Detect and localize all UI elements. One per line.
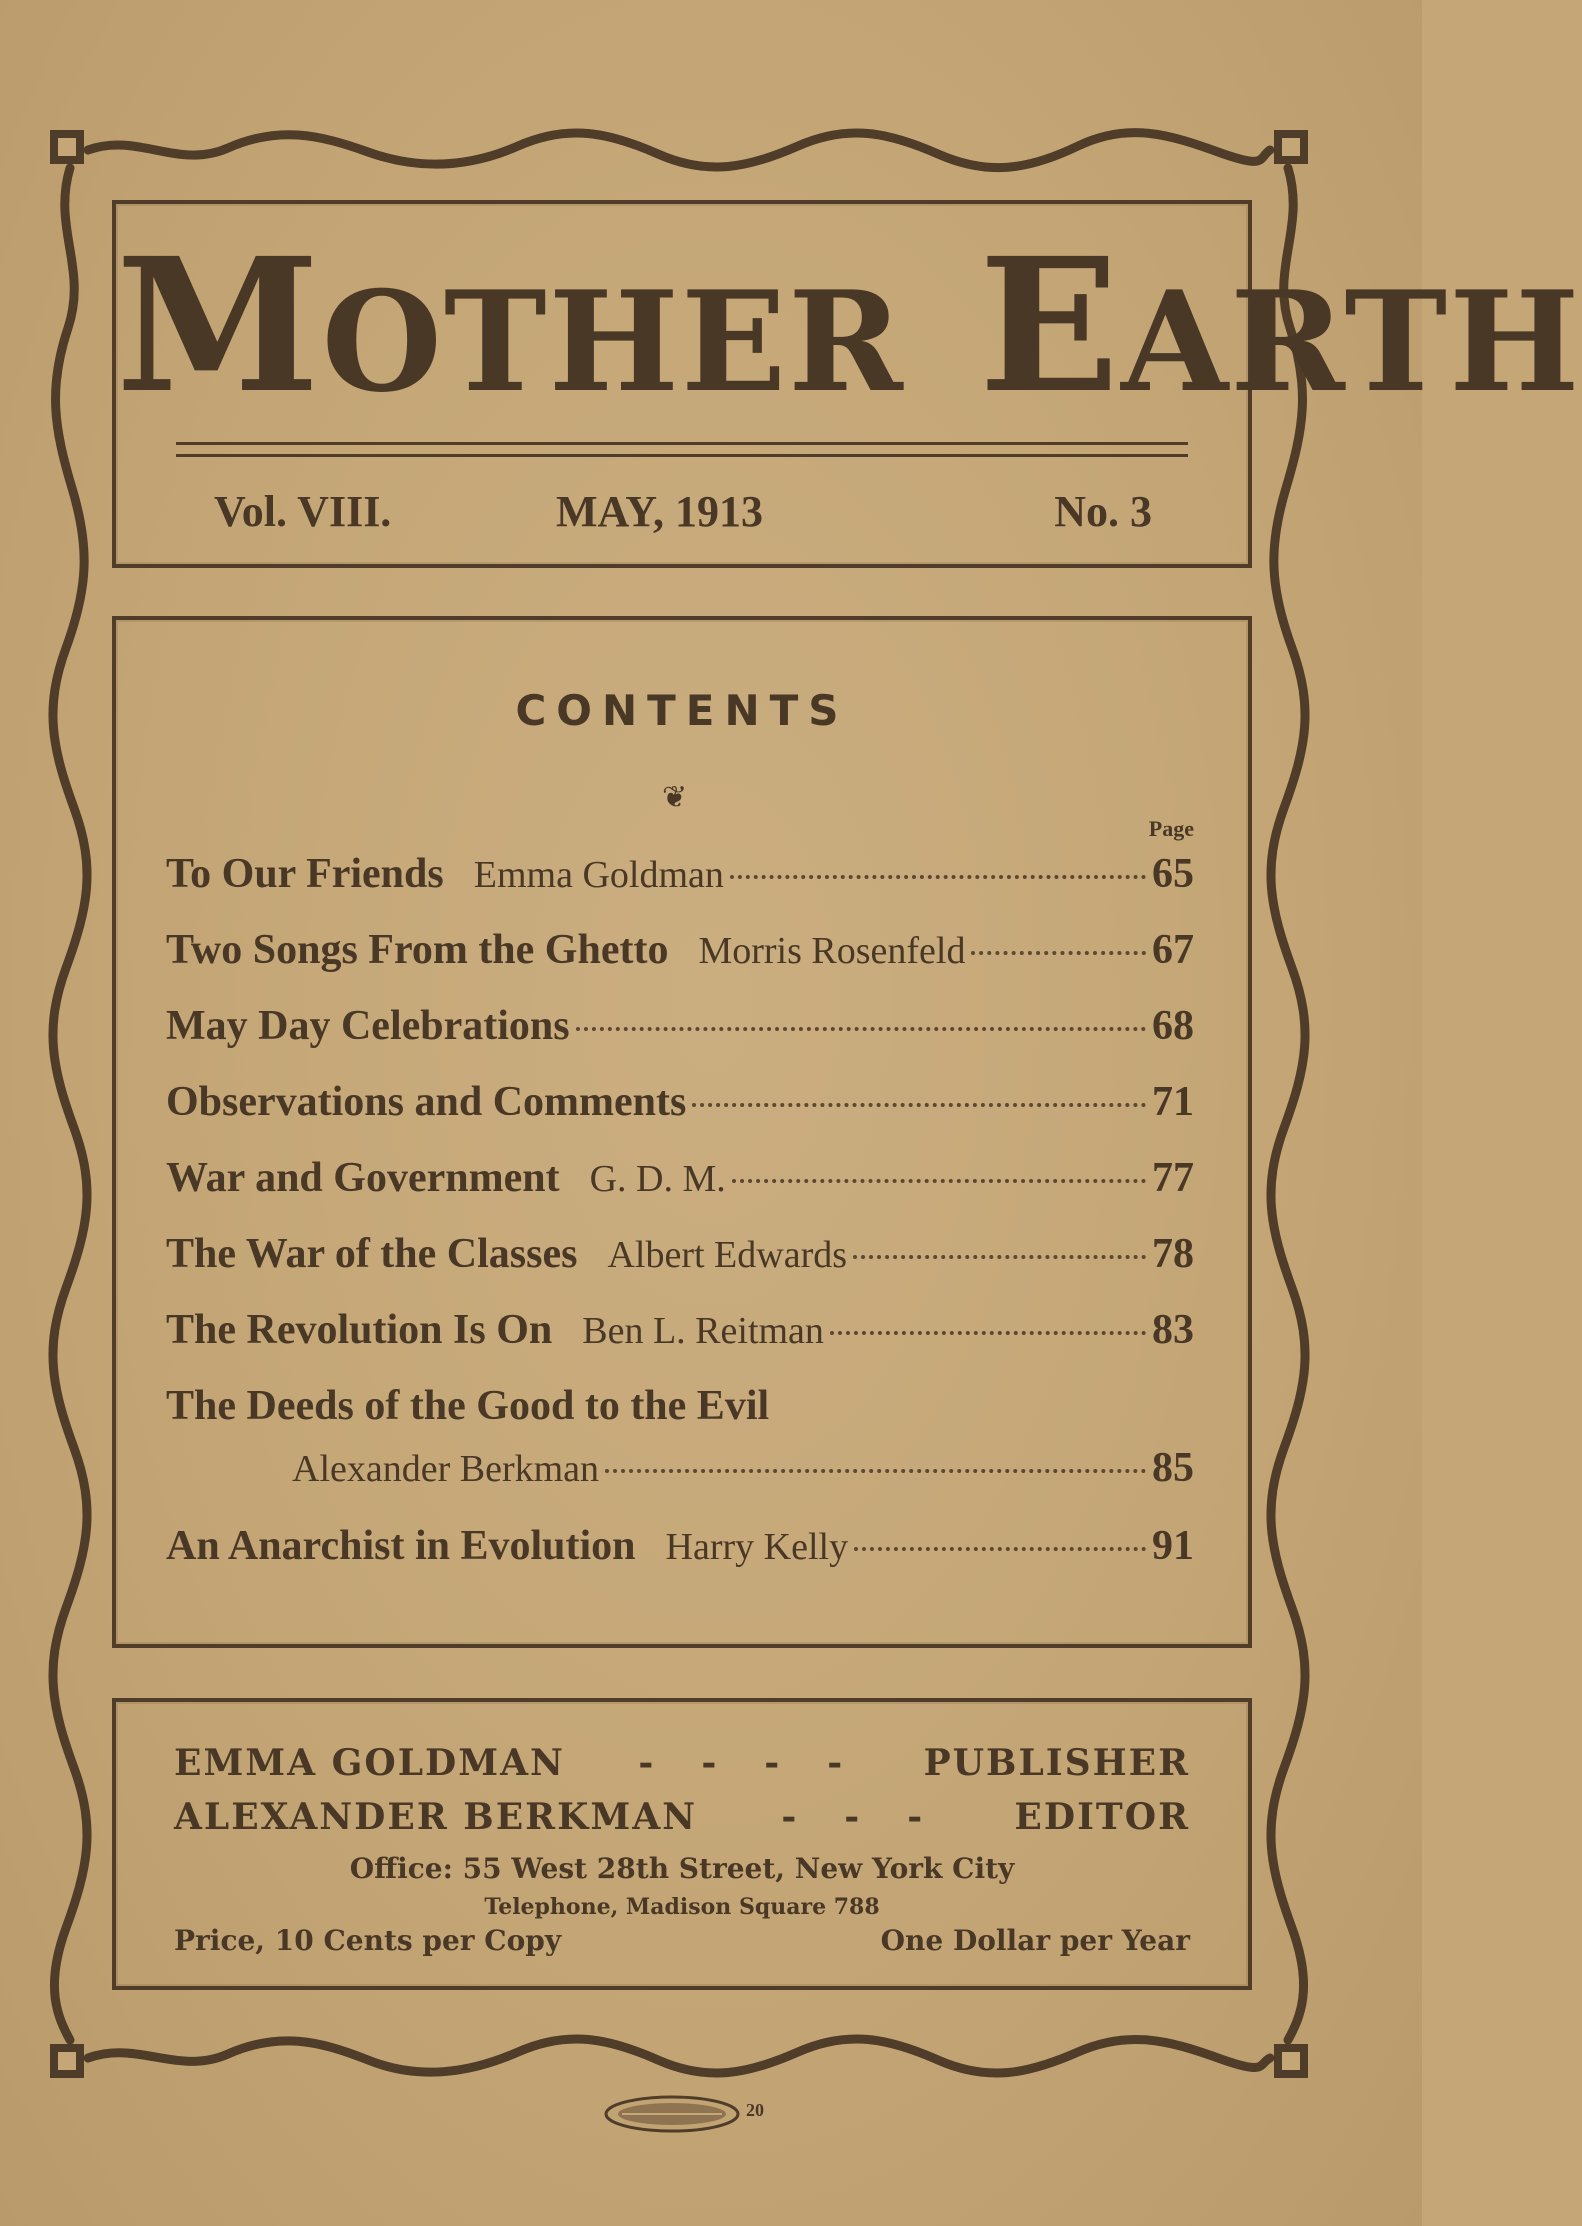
- price-line: [174, 1924, 1190, 1957]
- toc-author: Alexander Berkman: [292, 1448, 600, 1490]
- office-address: Office: 55 West 28th Street, New York City: [349, 1852, 1015, 1885]
- toc-author: Albert Edwards: [607, 1234, 848, 1276]
- union-label-icon: [602, 2094, 742, 2134]
- magazine-title: [116, 218, 1582, 434]
- masthead-box: [112, 200, 1582, 568]
- title-initial-m: M: [116, 218, 322, 434]
- toc-entry: [166, 1306, 1194, 1382]
- price-per-year: One Dollar per Year: [880, 1924, 1190, 1957]
- toc-title: The Deeds of the Good to the Evil: [166, 1383, 770, 1429]
- price-per-copy: Price, 10 Cents per Copy: [174, 1924, 562, 1957]
- toc-entry: [166, 926, 1194, 1002]
- toc-title: To Our Friends: [166, 851, 444, 897]
- toc-title: The Revolution Is On: [166, 1307, 553, 1353]
- toc-page: 65: [1152, 851, 1194, 897]
- dot-leader: [830, 1331, 1146, 1335]
- contents-box: [112, 616, 1252, 1648]
- issue-date: MAY, 1913: [556, 487, 764, 536]
- toc-page: 83: [1152, 1307, 1194, 1353]
- toc-author: Harry Kelly: [665, 1526, 849, 1568]
- toc-entry: [166, 1522, 1194, 1598]
- title-initial-e: E: [978, 218, 1122, 434]
- toc-page: 77: [1152, 1155, 1194, 1201]
- page-column-label: Page: [1148, 816, 1194, 841]
- toc-page: 78: [1152, 1231, 1194, 1277]
- publisher-role: PUBLISHER: [923, 1742, 1190, 1784]
- dot-leader: [732, 1179, 1146, 1183]
- dash-separator: ---: [781, 1796, 971, 1838]
- table-of-contents: [166, 850, 1194, 1598]
- toc-author: Morris Rosenfeld: [698, 930, 966, 972]
- toc-entry: [166, 1382, 1194, 1444]
- toc-title: The War of the Classes: [166, 1231, 578, 1277]
- dot-leader: [692, 1103, 1146, 1107]
- publisher-line: [174, 1742, 1190, 1784]
- editor-line: [174, 1796, 1190, 1838]
- union-label-number: 20: [746, 2100, 764, 2120]
- toc-author: Ben L. Reitman: [582, 1310, 824, 1352]
- editor-role: EDITOR: [1014, 1796, 1190, 1838]
- toc-author: Emma Goldman: [473, 854, 724, 896]
- toc-title: Two Songs From the Ghetto: [166, 927, 669, 973]
- toc-page: 71: [1152, 1079, 1194, 1125]
- toc-entry: [166, 1078, 1194, 1154]
- toc-entry: [166, 1230, 1194, 1306]
- editor-name: ALEXANDER BERKMAN: [174, 1796, 698, 1838]
- toc-title: War and Government: [166, 1155, 560, 1201]
- title-word-arth: ARTH: [1121, 260, 1582, 423]
- title-word-other: OTHER: [321, 260, 905, 423]
- dot-leader: [730, 875, 1146, 879]
- dot-leader: [853, 1255, 1146, 1259]
- dash-separator: ----: [638, 1742, 891, 1784]
- toc-page: 91: [1152, 1523, 1194, 1569]
- dot-leader: [971, 951, 1146, 955]
- dot-leader: [576, 1027, 1146, 1031]
- double-rule-bottom: [176, 454, 1188, 457]
- issue-number: No. 3: [1054, 487, 1152, 536]
- toc-title: Observations and Comments: [166, 1079, 687, 1125]
- dot-leader: [854, 1547, 1146, 1551]
- toc-entry: [166, 1154, 1194, 1230]
- toc-entry-continuation: [166, 1444, 1194, 1510]
- toc-page: 85: [1152, 1445, 1194, 1491]
- volume-label: Vol. VIII.: [214, 487, 392, 536]
- toc-title: May Day Celebrations: [166, 1003, 570, 1049]
- imprint-box: [112, 1698, 1252, 1990]
- toc-entry: [166, 1002, 1194, 1078]
- publisher-name: EMMA GOLDMAN: [174, 1742, 565, 1784]
- fleuron-icon: ❦: [662, 781, 688, 814]
- toc-page: 67: [1152, 927, 1194, 973]
- toc-entry: [166, 850, 1194, 926]
- toc-author: G. D. M.: [589, 1158, 726, 1200]
- telephone-line: Telephone, Madison Square 788: [484, 1894, 880, 1920]
- dot-leader: [605, 1469, 1146, 1473]
- contents-heading: CONTENTS: [515, 686, 849, 735]
- toc-page: 68: [1152, 1003, 1194, 1049]
- double-rule-top: [176, 442, 1188, 445]
- toc-title: An Anarchist in Evolution: [166, 1523, 636, 1569]
